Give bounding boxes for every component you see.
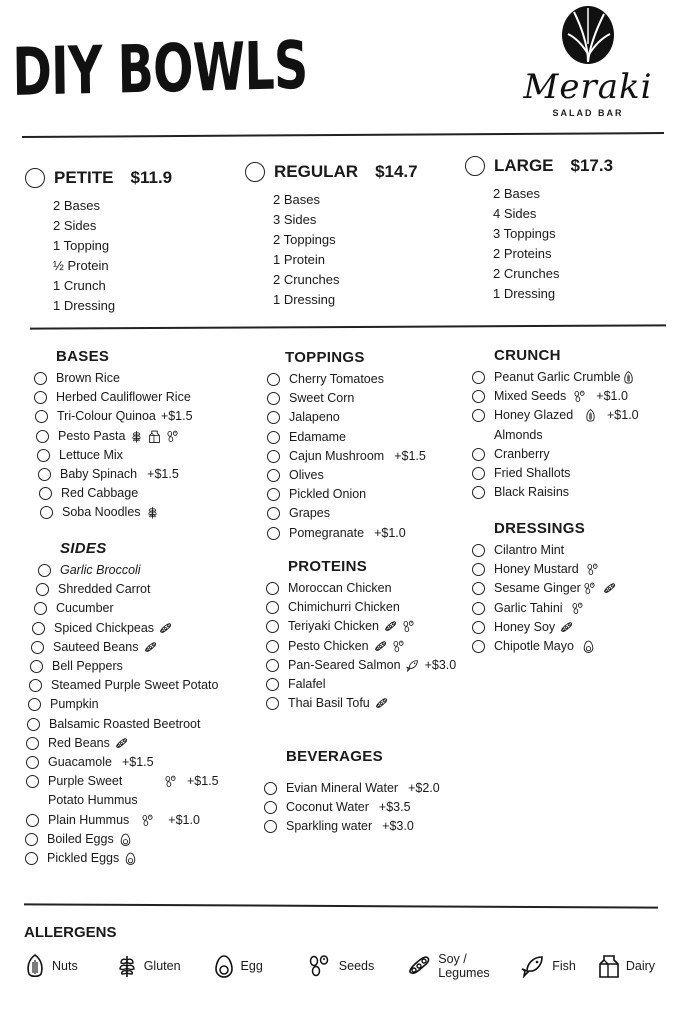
- item-radio[interactable]: [264, 801, 277, 814]
- item-name: Pickled Eggs: [47, 851, 120, 866]
- brand-subtitle: SALAD BAR: [552, 108, 624, 118]
- item-radio[interactable]: [267, 488, 280, 501]
- menu-item[interactable]: [267, 389, 426, 408]
- item-radio[interactable]: [35, 410, 48, 423]
- menu-item[interactable]: [472, 541, 616, 560]
- item-name: Sauteed Beans: [53, 639, 139, 654]
- allergen-nuts: [24, 954, 78, 978]
- menu-item[interactable]: [37, 446, 193, 465]
- allergen-label: Fish: [552, 959, 576, 973]
- menu-item[interactable]: [38, 465, 193, 484]
- size-price: $17.3: [570, 156, 614, 175]
- item-surcharge: +$1.0: [374, 525, 406, 540]
- item-name: Tri-Colour Quinoa: [57, 409, 156, 424]
- item-name: Spiced Chickpeas: [54, 620, 155, 635]
- seeds-icon: [402, 620, 415, 633]
- soybean-pod-icon: [115, 737, 128, 750]
- size-includes: [273, 190, 418, 310]
- menu-item[interactable]: [267, 370, 426, 389]
- item-name: Pickled Onion: [289, 487, 367, 502]
- item-radio[interactable]: [267, 373, 280, 386]
- item-radio[interactable]: [472, 390, 485, 403]
- almond-icon: [24, 954, 46, 978]
- item-radio[interactable]: [31, 641, 44, 654]
- item-name: Boiled Eggs: [47, 831, 114, 846]
- menu-item[interactable]: [29, 676, 219, 695]
- item-radio[interactable]: [266, 697, 279, 710]
- seeds-icon: [571, 602, 584, 615]
- include-item: ½ Protein: [53, 258, 109, 273]
- include-item: 2 Bases: [493, 186, 540, 201]
- allergen-label: Nuts: [52, 959, 78, 973]
- menu-item[interactable]: [264, 817, 440, 836]
- menu-item[interactable]: [266, 694, 456, 713]
- item-name: Cilantro Mint: [494, 543, 565, 557]
- item-radio[interactable]: [37, 449, 50, 462]
- seeds-icon: [164, 775, 177, 788]
- include-item: 1 Dressing: [273, 292, 336, 307]
- item-name: Teriyaki Chicken: [288, 619, 380, 634]
- item-name: Thai Basil Tofu: [288, 696, 370, 711]
- item-name: Red Cabbage: [61, 486, 139, 501]
- item-name: Honey Glazed Almonds: [494, 408, 574, 442]
- menu-item[interactable]: [267, 408, 426, 427]
- size-label: PETITE: [54, 168, 114, 187]
- item-radio[interactable]: [32, 622, 45, 635]
- item-radio[interactable]: [38, 468, 51, 481]
- item-name: Red Beans: [48, 735, 110, 750]
- item-name: Baby Spinach: [60, 467, 138, 482]
- item-name: Sesame Ginger: [494, 581, 581, 596]
- item-radio[interactable]: [267, 527, 280, 540]
- item-name: Pesto Chicken: [288, 638, 369, 653]
- item-surcharge: +$1.0: [596, 389, 628, 404]
- section-title: TOPPINGS: [285, 349, 365, 366]
- soybean-pod-icon: [374, 640, 387, 653]
- item-name: Falafel: [288, 677, 326, 692]
- section-title: SIDES: [60, 540, 107, 557]
- item-radio[interactable]: [25, 852, 38, 865]
- item-radio[interactable]: [267, 431, 280, 444]
- item-radio[interactable]: [267, 392, 280, 405]
- item-name: Cranberry: [494, 446, 550, 461]
- include-item: 3 Toppings: [493, 226, 556, 241]
- item-name: Lettuce Mix: [59, 447, 123, 462]
- seeds-icon: [586, 563, 599, 576]
- item-radio[interactable]: [472, 486, 485, 499]
- allergen-label: Soy / Legumes: [438, 952, 490, 980]
- menu-item[interactable]: [267, 524, 426, 543]
- divider: [22, 132, 664, 138]
- menu-item[interactable]: [27, 715, 219, 734]
- size-includes: [53, 196, 172, 316]
- item-name: Pomegranate: [289, 525, 365, 540]
- menu-item[interactable]: [266, 637, 456, 656]
- item-radio[interactable]: [26, 814, 39, 827]
- brand-name: Meraki: [523, 67, 653, 107]
- item-name: Olives: [289, 468, 324, 483]
- allergens-title: ALLERGENS: [24, 924, 117, 941]
- soybean-pod-icon: [375, 697, 388, 710]
- page-title: DIY BOWLS: [11, 26, 308, 111]
- menu-item[interactable]: [472, 637, 616, 656]
- menu-item[interactable]: [264, 798, 440, 817]
- item-radio[interactable]: [266, 678, 279, 691]
- item-surcharge: +$3.5: [378, 800, 411, 815]
- wheat-icon: [130, 430, 143, 443]
- section-dressings: [472, 520, 616, 656]
- item-name: Moroccan Chicken: [288, 581, 392, 595]
- size-radio[interactable]: [465, 156, 485, 176]
- item-name: Cherry Tomatoes: [289, 372, 384, 386]
- item-radio[interactable]: [472, 448, 485, 461]
- item-name: Garlic Broccoli: [60, 563, 141, 577]
- section-title: CRUNCH: [494, 347, 561, 364]
- item-surcharge: +$1.5: [160, 409, 193, 424]
- item-name: Pumpkin: [50, 697, 99, 712]
- menu-item[interactable]: [34, 599, 219, 618]
- item-radio[interactable]: [36, 583, 49, 596]
- size-label: LARGE: [494, 156, 554, 175]
- item-name: Purple Sweet Potato Hummus: [48, 774, 138, 808]
- menu-item[interactable]: [472, 464, 639, 483]
- size-option-large[interactable]: [465, 156, 613, 304]
- milk-carton-icon: [148, 430, 161, 443]
- item-radio[interactable]: [26, 756, 39, 769]
- menu-item[interactable]: [38, 561, 219, 580]
- item-surcharge: +$3.0: [382, 819, 414, 834]
- menu-item[interactable]: [266, 598, 456, 617]
- include-item: 1 Dressing: [53, 298, 116, 313]
- item-name: Grapes: [289, 506, 330, 521]
- item-radio[interactable]: [472, 621, 485, 634]
- brand-logo: [508, 4, 668, 116]
- item-radio[interactable]: [472, 467, 485, 480]
- size-option-regular[interactable]: [245, 162, 418, 310]
- soybean-pod-icon: [144, 641, 157, 654]
- menu-item[interactable]: [36, 427, 193, 446]
- item-surcharge: +$1.0: [168, 812, 200, 827]
- include-item: 2 Proteins: [493, 246, 552, 261]
- item-radio[interactable]: [266, 640, 279, 653]
- item-radio[interactable]: [267, 450, 280, 463]
- menu-item[interactable]: [40, 503, 193, 522]
- section-title: BASES: [56, 348, 110, 365]
- include-item: 1 Topping: [53, 238, 110, 253]
- almond-icon: [622, 371, 635, 384]
- menu-item[interactable]: [472, 368, 639, 387]
- menu-item[interactable]: [472, 483, 639, 502]
- item-radio[interactable]: [472, 563, 485, 576]
- item-name: Herbed Cauliflower Rice: [56, 390, 191, 405]
- allergens-legend: [24, 952, 664, 980]
- item-name: Cucumber: [56, 601, 114, 616]
- menu-item[interactable]: [472, 618, 616, 637]
- size-radio[interactable]: [245, 162, 265, 182]
- size-radio[interactable]: [25, 168, 45, 188]
- item-surcharge: +$1.0: [607, 408, 639, 423]
- item-name: Shredded Carrot: [58, 582, 151, 597]
- item-name: Pesto Pasta: [58, 428, 126, 443]
- wheat-icon: [146, 506, 159, 519]
- item-radio[interactable]: [472, 409, 485, 422]
- item-radio[interactable]: [39, 487, 52, 500]
- item-radio[interactable]: [472, 544, 485, 557]
- menu-item[interactable]: [266, 579, 456, 598]
- size-option-petite[interactable]: [25, 168, 172, 316]
- include-item: 4 Sides: [493, 206, 537, 221]
- item-name: Guacamole: [48, 755, 112, 770]
- item-surcharge: +$1.5: [394, 448, 426, 463]
- item-radio[interactable]: [34, 372, 47, 385]
- item-name: Balsamic Roasted Beetroot: [49, 716, 201, 731]
- item-name: Bell Peppers: [52, 659, 123, 674]
- menu-item[interactable]: [39, 484, 193, 503]
- item-radio[interactable]: [26, 775, 39, 788]
- item-radio[interactable]: [266, 582, 279, 595]
- item-name: Brown Rice: [56, 371, 120, 385]
- egg-icon: [213, 954, 235, 978]
- item-radio[interactable]: [472, 640, 485, 653]
- include-item: 2 Crunches: [493, 266, 560, 281]
- item-name: Plain Hummus: [48, 812, 130, 827]
- size-includes: [493, 184, 613, 304]
- item-radio[interactable]: [30, 660, 43, 673]
- item-radio[interactable]: [34, 391, 47, 404]
- include-item: 2 Bases: [53, 198, 100, 213]
- item-name: Sweet Corn: [289, 391, 355, 406]
- include-item: 2 Bases: [273, 192, 320, 207]
- wheat-icon: [116, 954, 138, 978]
- fish-icon: [406, 659, 419, 672]
- item-radio[interactable]: [34, 602, 47, 615]
- include-item: 2 Toppings: [273, 232, 336, 247]
- item-radio[interactable]: [267, 469, 280, 482]
- section-toppings: [267, 349, 426, 543]
- divider: [24, 903, 658, 908]
- include-item: 2 Sides: [53, 218, 97, 233]
- item-radio[interactable]: [36, 430, 49, 443]
- allergen-label: Seeds: [338, 959, 375, 973]
- allergen-soy-legumes: [406, 952, 498, 980]
- item-surcharge: +$1.5: [121, 755, 154, 770]
- item-name: Chipotle Mayo: [494, 639, 574, 654]
- item-radio[interactable]: [27, 718, 40, 731]
- menu-item[interactable]: [267, 466, 426, 485]
- menu-item[interactable]: [26, 811, 219, 830]
- seeds-icon: [392, 640, 405, 653]
- seeds-icon: [583, 582, 596, 595]
- section-bases: [34, 348, 193, 523]
- item-name: Mixed Seeds: [494, 389, 567, 404]
- item-surcharge: +$3.0: [424, 657, 457, 672]
- allergen-gluten: [116, 954, 181, 978]
- item-radio[interactable]: [266, 659, 279, 672]
- item-name: Black Raisins: [494, 485, 570, 500]
- item-radio[interactable]: [29, 679, 42, 692]
- item-name: Soba Noodles: [62, 505, 141, 520]
- menu-item[interactable]: [472, 387, 639, 406]
- item-radio[interactable]: [266, 601, 279, 614]
- item-radio[interactable]: [28, 698, 41, 711]
- include-item: 2 Crunches: [273, 272, 340, 287]
- menu-item[interactable]: [267, 447, 426, 466]
- item-radio[interactable]: [472, 582, 485, 595]
- section-title: PROTEINS: [288, 558, 368, 575]
- menu-item[interactable]: [472, 599, 616, 618]
- section-sides: [26, 540, 219, 868]
- item-radio[interactable]: [38, 564, 51, 577]
- item-radio[interactable]: [264, 820, 277, 833]
- item-name: Fried Shallots: [494, 466, 571, 481]
- menu-item[interactable]: [472, 445, 639, 464]
- item-radio[interactable]: [26, 737, 39, 750]
- include-item: 3 Sides: [273, 212, 317, 227]
- soybean-pod-icon: [406, 954, 432, 978]
- menu-item[interactable]: [266, 675, 456, 694]
- item-name: Edamame: [289, 429, 346, 444]
- section-title: BEVERAGES: [286, 748, 383, 765]
- size-price: $11.9: [130, 168, 173, 187]
- item-radio[interactable]: [264, 782, 277, 795]
- divider: [30, 324, 666, 329]
- soybean-pod-icon: [384, 620, 397, 633]
- item-radio[interactable]: [25, 833, 38, 846]
- leaf-logo-icon: [560, 4, 616, 66]
- menu-item[interactable]: [25, 830, 219, 849]
- almond-icon: [584, 409, 597, 422]
- menu-item[interactable]: [266, 656, 456, 675]
- menu-item[interactable]: [267, 504, 426, 523]
- item-surcharge: +$1.5: [147, 467, 179, 482]
- item-radio[interactable]: [267, 411, 280, 424]
- allergen-dairy: [598, 954, 655, 978]
- item-name: Peanut Garlic Crumble: [494, 370, 621, 384]
- item-radio[interactable]: [40, 506, 53, 519]
- menu-item[interactable]: [35, 407, 193, 426]
- item-name: Pan-Seared Salmon: [288, 657, 401, 672]
- menu-item[interactable]: [26, 734, 219, 753]
- item-surcharge: +$2.0: [408, 781, 440, 795]
- menu-item[interactable]: [31, 638, 219, 657]
- item-name: Coconut Water: [286, 800, 369, 815]
- item-name: Honey Soy: [494, 619, 556, 634]
- menu-item[interactable]: [32, 619, 219, 638]
- allergen-label: Egg: [240, 959, 263, 973]
- menu-item[interactable]: [34, 388, 193, 407]
- include-item: 1 Dressing: [493, 286, 556, 301]
- menu-item[interactable]: [472, 406, 639, 444]
- menu-item[interactable]: [25, 849, 219, 868]
- item-radio[interactable]: [472, 602, 485, 615]
- milk-carton-icon: [598, 954, 620, 978]
- menu-item[interactable]: [34, 369, 193, 388]
- item-radio[interactable]: [472, 371, 485, 384]
- include-item: 1 Protein: [273, 252, 326, 267]
- menu-item[interactable]: [472, 579, 616, 598]
- menu-item[interactable]: [30, 657, 219, 676]
- egg-icon: [124, 852, 137, 865]
- menu-item[interactable]: [26, 753, 219, 772]
- soybean-pod-icon: [159, 622, 172, 635]
- menu-item[interactable]: [36, 580, 219, 599]
- seeds-icon: [166, 430, 179, 443]
- item-name: Steamed Purple Sweet Potato: [51, 678, 219, 693]
- item-radio[interactable]: [267, 507, 280, 520]
- egg-icon: [119, 833, 132, 846]
- section-title: DRESSINGS: [494, 520, 586, 537]
- menu-item[interactable]: [26, 772, 219, 810]
- item-radio[interactable]: [266, 620, 279, 633]
- menu-item[interactable]: [266, 617, 456, 636]
- fish-icon: [520, 954, 546, 978]
- menu-item[interactable]: [267, 485, 426, 504]
- allergen-egg: [213, 954, 263, 978]
- allergen-fish: [520, 954, 576, 978]
- item-name: Sparkling water: [286, 819, 373, 834]
- include-item: 1 Crunch: [53, 278, 106, 293]
- menu-item[interactable]: [264, 779, 440, 798]
- item-name: Garlic Tahini: [494, 600, 563, 615]
- item-name: Chimichurri Chicken: [288, 600, 400, 615]
- seeds-icon: [305, 954, 333, 978]
- menu-item[interactable]: [267, 428, 426, 447]
- item-name: Honey Mustard: [494, 562, 579, 577]
- menu-item[interactable]: [28, 695, 219, 714]
- allergen-seeds: [305, 954, 374, 978]
- soybean-pod-icon: [603, 582, 616, 595]
- soybean-pod-icon: [560, 621, 573, 634]
- item-surcharge: +$1.5: [187, 774, 219, 789]
- egg-icon: [582, 640, 595, 653]
- size-label: REGULAR: [274, 162, 359, 181]
- menu-item[interactable]: [472, 560, 616, 579]
- allergen-label: Gluten: [143, 959, 181, 973]
- item-name: Jalapeno: [289, 410, 340, 425]
- allergen-label: Dairy: [625, 959, 656, 973]
- seeds-icon: [573, 390, 586, 403]
- section-crunch: [472, 347, 639, 502]
- section-beverages: [264, 748, 440, 837]
- section-proteins: [266, 558, 456, 713]
- seeds-icon: [141, 814, 154, 827]
- item-name: Cajun Mushroom: [289, 448, 385, 463]
- size-price: $14.7: [375, 162, 418, 181]
- item-name: Evian Mineral Water: [286, 781, 399, 795]
